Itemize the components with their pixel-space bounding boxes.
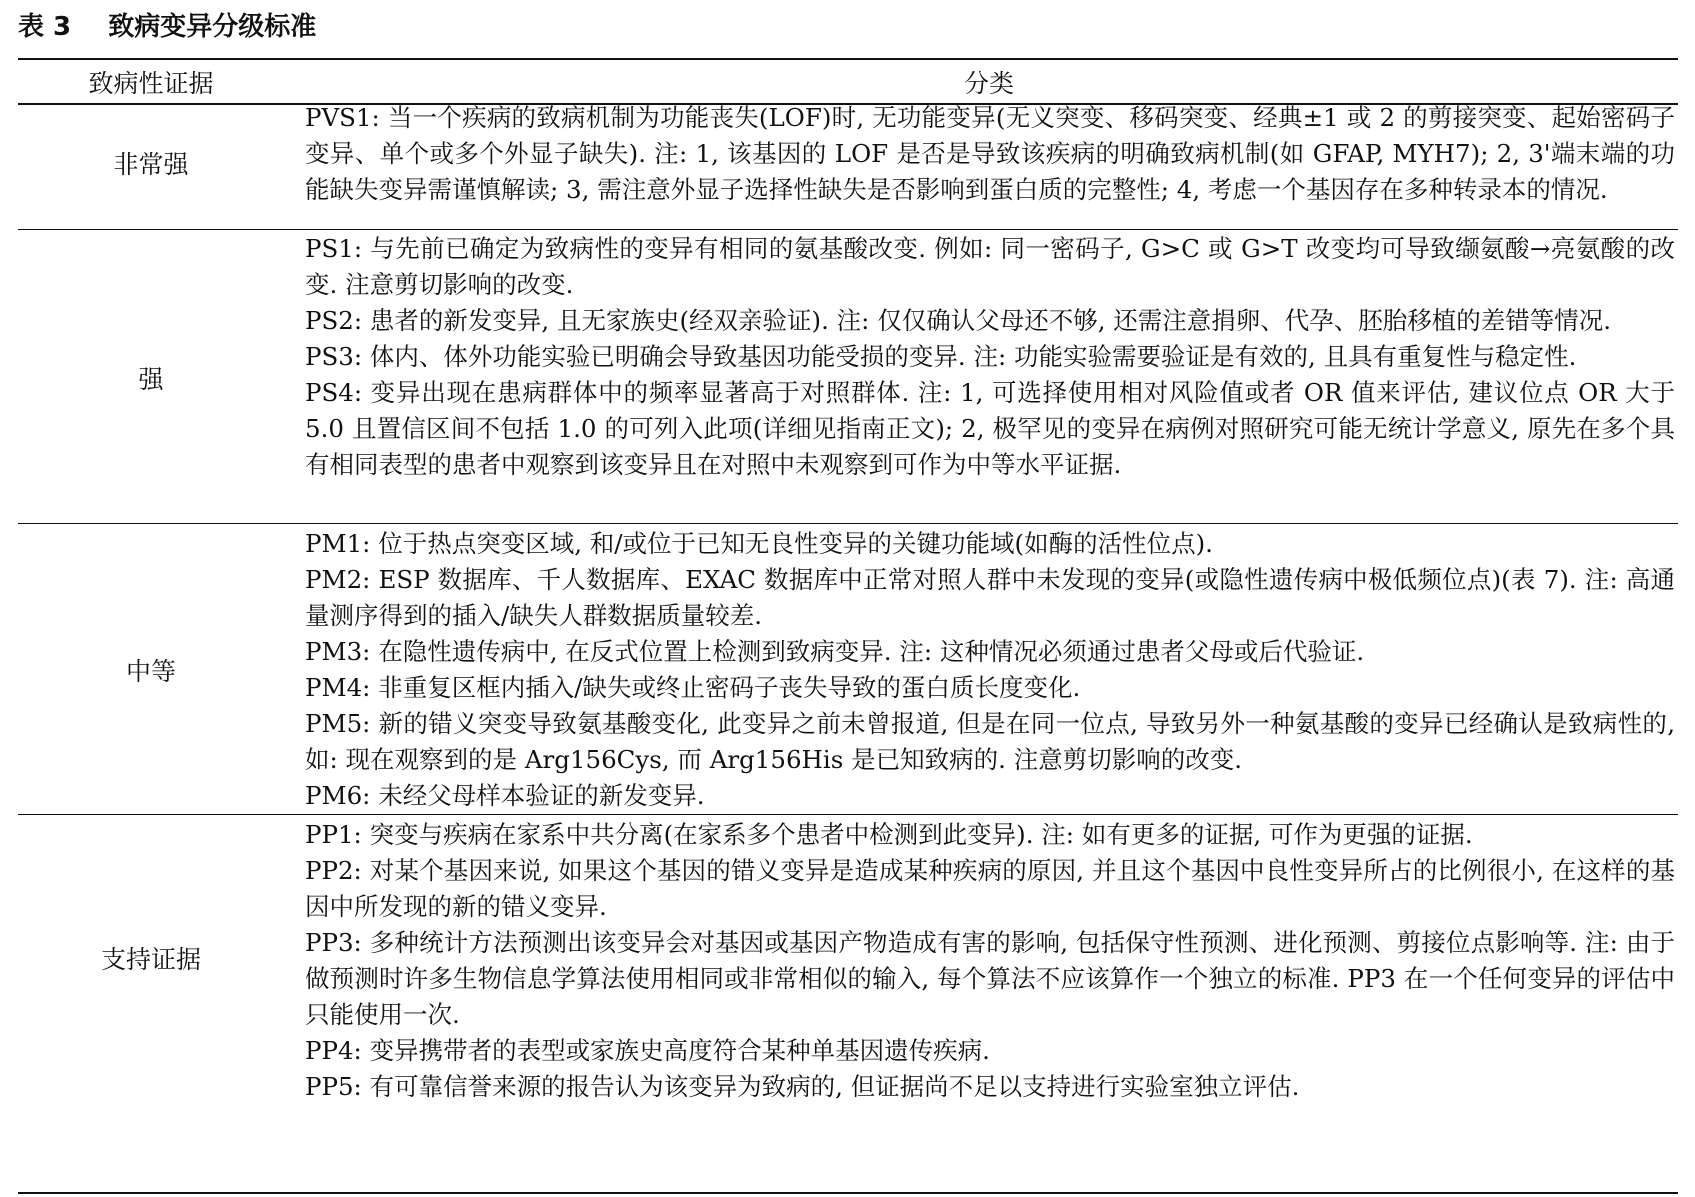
criterion-pp2: PP2: 对某个基因来说, 如果这个基因的错义变异是造成某种疾病的原因, 并且这个基因中良性变异所占的比例很小, 在这样的基因中所发现的新的错义变异. [305, 856, 1675, 921]
criterion-ps4: PS4: 变异出现在患病群体中的频率显著高于对照群体. 注: 1, 可选择使用相对风险值或者 OR 值来评估, 建议位点 OR 大于 5.0 且置信区间不包括 1.0 的可列入此项(详细见指南正文); 2, 极罕见的变异在病例对照研究可能无统计学意义, 原先在多个具有相同表型的患者中观察到该变异且在对照中未观察到可作为中等水平证据. [305, 378, 1675, 479]
row-supporting-content [305, 817, 1675, 1105]
criterion-pp4: PP4: 变异携带者的表型或家族史高度符合某种单基因遗传疾病. [305, 1036, 990, 1065]
criterion-ps3: PS3: 体内、体外功能实验已明确会导致基因功能受损的变异. 注: 功能实验需要验证是有效的, 且具有重复性与稳定性. [305, 342, 1577, 371]
criterion-ps1: PS1: 与先前已确定为致病性的变异有相同的氨基酸改变. 例如: 同一密码子, G>C 或 G>T 改变均可导致缬氨酸→亮氨酸的改变. 注意剪切影响的改变. [305, 234, 1675, 299]
table-top-rule [18, 58, 1678, 60]
level-label-moderate: 中等 [125, 657, 176, 686]
row-divider [18, 814, 1678, 815]
row-very-strong-content [305, 100, 1675, 208]
criterion-pm1: PM1: 位于热点突变区域, 和/或位于已知无良性变异的关键功能域(如酶的活性位点). [305, 529, 1213, 558]
level-label-very-strong: 非常强 [113, 150, 189, 179]
row-strong-content [305, 231, 1675, 483]
column-header-category: 分类 [963, 69, 1014, 98]
table-caption [18, 6, 316, 43]
criterion-pm2: PM2: ESP 数据库、千人数据库、EXAC 数据库中正常对照人群中未发现的变异(或隐性遗传病中极低频位点)(表 7). 注: 高通量测序得到的插入/缺失人群数据质量较差. [305, 565, 1675, 630]
row-moderate-content [305, 526, 1675, 814]
criterion-pm4: PM4: 非重复区框内插入/缺失或终止密码子丧失导致的蛋白质长度变化. [305, 673, 1081, 702]
criterion-pp3: PP3: 多种统计方法预测出该变异会对基因或基因产物造成有害的影响, 包括保守性预测、进化预测、剪接位点影响等. 注: 由于做预测时许多生物信息学算法使用相同或非常相似的输入, 每个算法不应该算作一个独立的标准. PP3 在一个任何变异的评估中只能使用一次. [305, 928, 1675, 1029]
criterion-pm5: PM5: 新的错义突变导致氨基酸变化, 此变异之前未曾报道, 但是在同一位点, 导致另外一种氨基酸的变异已经确认是致病性的, 如: 现在观察到的是 Arg156Cys, 而 Arg156His 是已知致病的. 注意剪切影响的改变. [305, 709, 1675, 774]
criterion-ps2: PS2: 患者的新发变异, 且无家族史(经双亲验证). 注: 仅仅确认父母还不够, 还需注意捐卵、代孕、胚胎移植的差错等情况. [305, 306, 1612, 335]
row-divider [18, 523, 1678, 524]
table-number: 表 3 [18, 12, 72, 42]
table-bottom-rule [18, 1192, 1678, 1194]
criterion-pp5: PP5: 有可靠信誉来源的报告认为该变异为致病的, 但证据尚不足以支持进行实验室独立评估. [305, 1072, 1300, 1101]
row-divider [18, 229, 1678, 230]
criterion-pm6: PM6: 未经父母样本验证的新发变异. [305, 781, 705, 810]
level-label-strong: 强 [138, 365, 164, 394]
criterion-pm3: PM3: 在隐性遗传病中, 在反式位置上检测到致病变异. 注: 这种情况必须通过患者父母或后代验证. [305, 637, 1365, 666]
column-header-evidence: 致病性证据 [88, 69, 214, 98]
criterion-pvs1: PVS1: 当一个疾病的致病机制为功能丧失(LOF)时, 无功能变异(无义突变、移码突变、经典±1 或 2 的剪接突变、起始密码子变异、单个或多个外显子缺失). 注: 1, 该基因的 LOF 是否是导致该疾病的明确致病机制(如 GFAP, MYH7); 2, 3'端末端的功能缺失变异需谨慎解读; 3, 需注意外显子选择性缺失是否影响到蛋白质的完整性; 4, 考虑一个基因存在多种转录本的情况. [305, 103, 1675, 204]
level-label-supporting: 支持证据 [100, 945, 201, 974]
table-title: 致病变异分级标准 [108, 12, 317, 42]
criterion-pp1: PP1: 突变与疾病在家系中共分离(在家系多个患者中检测到此变异). 注: 如有更多的证据, 可作为更强的证据. [305, 820, 1473, 849]
